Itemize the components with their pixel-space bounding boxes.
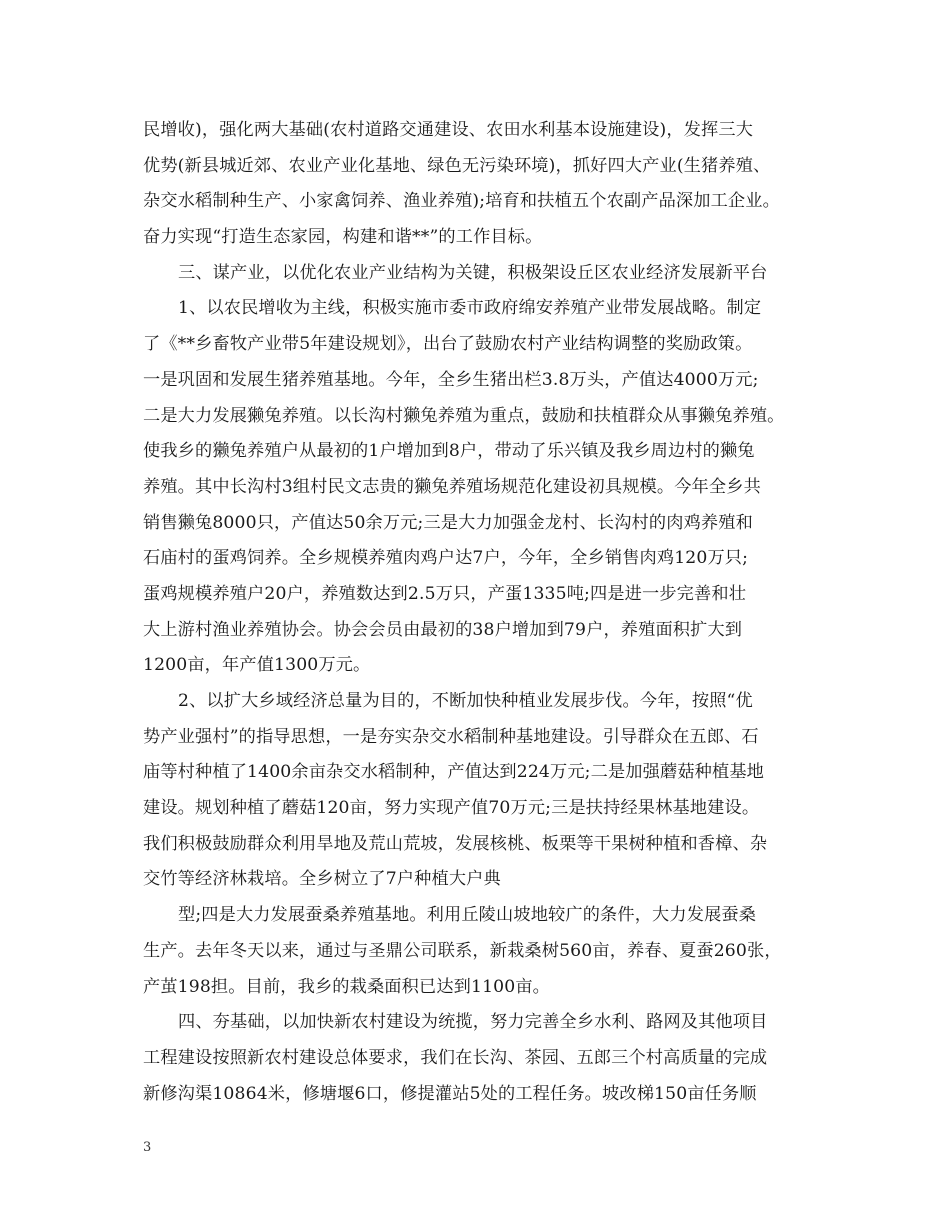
text-line: 奋力实现“打造生态家园，构建和谐**”的工作目标。 bbox=[143, 227, 543, 248]
text-line: 一是巩固和发展生猪养殖基地。今年，全乡生猪出栏3.8万头，产值达4000万元; bbox=[143, 369, 759, 390]
text-line: 二是大力发展獭兔养殖。以长沟村獭兔养殖为重点，鼓励和扶植群众从事獭兔养殖。 bbox=[143, 405, 785, 426]
text-line: 1、以农民增收为主线，积极实施市委市政府绵安养殖产业带发展战略。制定 bbox=[178, 298, 762, 319]
text-line: 新修沟渠10864米，修塘堰6口，修提灌站5处的工程任务。坡改梯150亩任务顺 bbox=[143, 1083, 757, 1104]
text-line: 优势(新县城近郊、农业产业化基地、绿色无污染环境)，抓好四大产业(生猪养殖、 bbox=[143, 155, 771, 176]
text-line: 工程建设按照新农村建设总体要求，我们在长沟、茶园、五郎三个村高质量的完成 bbox=[143, 1047, 768, 1068]
text-line: 1200亩，年产值1300万元。 bbox=[143, 655, 371, 676]
text-line: 生产。去年冬天以来，通过与圣鼎公司联系，新栽桑树560亩，养春、夏蚕260张， bbox=[143, 940, 782, 961]
text-line: 势产业强村”的指导思想，一是夯实杂交水稻制种基地建设。引导群众在五郎、石 bbox=[143, 726, 759, 747]
text-line: 使我乡的獭兔养殖户从最初的1户增加到8户，带动了乐兴镇及我乡周边村的獭兔 bbox=[143, 441, 755, 462]
page-number: 3 bbox=[143, 1140, 152, 1155]
text-line: 我们积极鼓励群众利用旱地及荒山荒坡，发展核桃、板栗等干果树种植和香樟、杂 bbox=[143, 833, 768, 854]
text-line: 产茧198担。目前，我乡的栽桑面积已达到1100亩。 bbox=[143, 976, 551, 997]
text-line: 了《**乡畜牧产业带5年建设规划》，出台了鼓励农村产业结构调整的奖励政策。 bbox=[143, 334, 753, 355]
text-line: 养殖。其中长沟村3组村民文志贵的獭兔养殖场规范化建设初具规模。今年全乡共 bbox=[143, 476, 761, 497]
text-line: 交竹等经济林栽培。全乡树立了7户种植大户典 bbox=[143, 869, 501, 890]
text-line: 蛋鸡规模养殖户20户，养殖数达到2.5万只，产蛋1335吨;四是进一步完善和壮 bbox=[143, 583, 747, 604]
text-line: 杂交水稻制种生产、小家禽饲养、渔业养殖);培育和扶植五个农副产品深加工企业。 bbox=[143, 191, 780, 212]
text-line: 大上游村渔业养殖协会。协会会员由最初的38户增加到79户，养殖面积扩大到 bbox=[143, 619, 743, 640]
text-line: 2、以扩大乡域经济总量为目的，不断加快种植业发展步伐。今年，按照“优 bbox=[178, 691, 753, 711]
text-line: 建设。规划种植了蘑菇120亩，努力实现产值70万元;三是扶持经果林基地建设。 bbox=[143, 798, 760, 819]
text-line: 庙等村种植了1400余亩杂交水稻制种，产值达到224万元;二是加强蘑菇种植基地 bbox=[143, 762, 765, 783]
text-line: 民增收)，强化两大基础(农村道路交通建设、农田水利基本设施建设)，发挥三大 bbox=[143, 120, 754, 140]
section-heading: 四、夯基础，以加快新农村建设为统揽，努力完善全乡水利、路网及其他项目 bbox=[178, 1012, 768, 1033]
section-heading: 三、谋产业，以优化农业产业结构为关键，积极架设丘区农业经济发展新平台 bbox=[178, 262, 768, 283]
document-body bbox=[143, 113, 813, 1112]
text-line: 销售獭兔8000只，产值达50余万元;三是大力加强金龙村、长沟村的肉鸡养殖和 bbox=[143, 512, 753, 533]
text-line: 石庙村的蛋鸡饲养。全乡规模养殖肉鸡户达7户，今年，全乡销售肉鸡120万只; bbox=[143, 548, 749, 569]
text-line: 型;四是大力发展蚕桑养殖基地。利用丘陵山坡地较广的条件，大力发展蚕桑 bbox=[178, 905, 757, 926]
